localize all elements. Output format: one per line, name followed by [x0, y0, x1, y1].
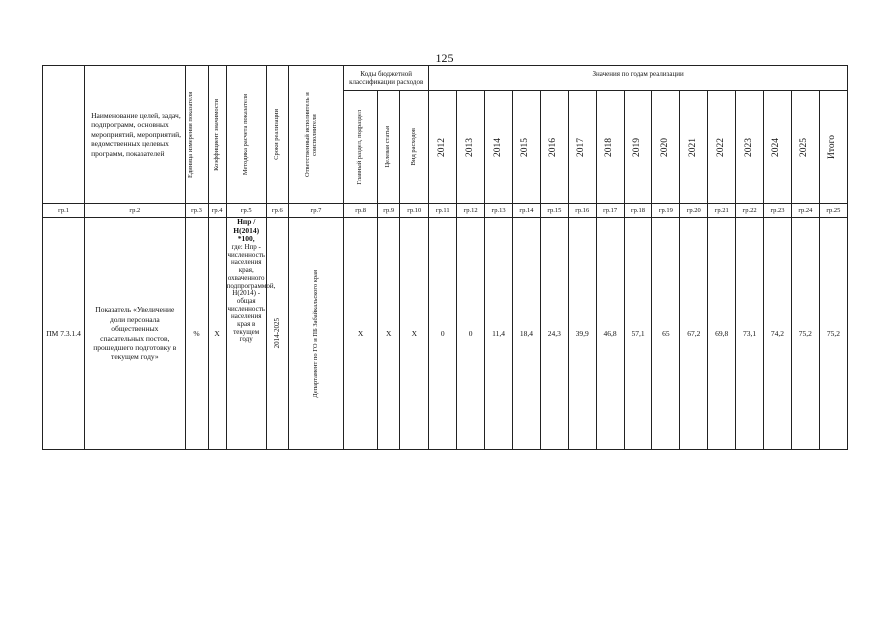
group-label: гр.13 — [485, 204, 513, 218]
value-cell: 67,2 — [680, 218, 708, 450]
method-column-header: Методика расчета показателя — [226, 66, 266, 204]
budget-article-header: Целевая статья — [378, 91, 400, 204]
row-budget-section: X — [344, 218, 378, 450]
year-header: 2013 — [457, 91, 485, 204]
row-method — [226, 217, 276, 450]
executor-column-header: Ответственный исполнитель и соисполнители — [288, 66, 343, 204]
group-label: гр.16 — [568, 204, 596, 218]
group-label: гр.10 — [400, 204, 429, 218]
indicator-table — [42, 65, 848, 450]
group-label: гр.21 — [708, 204, 736, 218]
value-cell: 75,2 — [791, 218, 819, 450]
group-label: гр.6 — [266, 204, 288, 218]
value-cell: 73,1 — [736, 218, 764, 450]
group-label: гр.14 — [513, 204, 541, 218]
group-label: гр.25 — [819, 204, 847, 218]
value-cell: 74,2 — [764, 218, 792, 450]
year-header: 2021 — [680, 91, 708, 204]
year-header: 2017 — [568, 91, 596, 204]
year-header: 2014 — [485, 91, 513, 204]
value-cell: 46,8 — [596, 218, 624, 450]
group-label: гр.1 — [43, 204, 85, 218]
group-label: гр.23 — [764, 204, 792, 218]
group-label: гр.3 — [185, 204, 208, 218]
group-label: гр.17 — [596, 204, 624, 218]
value-cell: 69,8 — [708, 218, 736, 450]
row-budget-article: X — [378, 218, 400, 450]
group-label-row — [43, 204, 848, 218]
group-label: гр.19 — [652, 204, 680, 218]
group-label: гр.11 — [429, 204, 457, 218]
value-cell: 65 — [652, 218, 680, 450]
group-label: гр.5 — [226, 204, 266, 218]
year-header: 2019 — [624, 91, 652, 204]
term-column-header: Сроки реализации — [266, 66, 288, 204]
method-description: где: Нпр - численность населения края, охваченного подпрограммой, Н(2014) - общая численность населения края в текущем году — [226, 243, 276, 344]
value-cell: 11,4 — [485, 218, 513, 450]
total-cell: 75,2 — [819, 218, 847, 450]
year-header: 2022 — [708, 91, 736, 204]
page-number: 125 — [435, 51, 454, 65]
year-header: 2020 — [652, 91, 680, 204]
value-cell: 0 — [457, 218, 485, 450]
budget-section-header: Главный раздел, подраздел — [344, 91, 378, 204]
group-label: гр.8 — [344, 204, 378, 218]
year-header: 2012 — [429, 91, 457, 204]
values-by-year-header: Значения по годам реализации — [429, 66, 848, 91]
budget-codes-header: Коды бюджетной классификации расходов — [344, 66, 429, 91]
row-term: 2014-2025 — [266, 218, 288, 450]
value-cell: 18,4 — [513, 218, 541, 450]
group-label: гр.7 — [288, 204, 343, 218]
row-unit: % — [185, 218, 208, 450]
year-header: 2025 — [791, 91, 819, 204]
code-header — [43, 66, 85, 204]
method-formula: Нпр / Н(2014) *100, — [233, 217, 260, 244]
value-cell: 57,1 — [624, 218, 652, 450]
group-label: гр.9 — [378, 204, 400, 218]
table-row — [43, 218, 848, 450]
row-code: ПМ 7.3.1.4 — [43, 218, 85, 450]
group-label: гр.15 — [540, 204, 568, 218]
year-header: 2016 — [540, 91, 568, 204]
row-executor: Департамент по ГО и ПБ Забайкальского края — [288, 218, 343, 450]
group-label: гр.18 — [624, 204, 652, 218]
year-header: 2015 — [513, 91, 541, 204]
value-cell: 0 — [429, 218, 457, 450]
group-label: гр.22 — [736, 204, 764, 218]
unit-column-header: Единица измерения показателя — [185, 66, 208, 204]
row-name: Показатель «Увеличение доли персонала общественных спасательных постов, прошедшего подготовку в текущем году» — [85, 218, 185, 450]
value-cell: 24,3 — [540, 218, 568, 450]
budget-type-header: Вид расходов — [400, 91, 429, 204]
row-budget-type: X — [400, 218, 429, 450]
year-header: 2023 — [736, 91, 764, 204]
group-label: гр.2 — [85, 204, 185, 218]
group-label: гр.20 — [680, 204, 708, 218]
row-coef: X — [208, 218, 226, 450]
group-label: гр.12 — [457, 204, 485, 218]
group-label: гр.24 — [791, 204, 819, 218]
name-column-header: Наименование целей, задач, подпрограмм, основных мероприятий, мероприятий, ведомственных целевых программ, показателей — [85, 66, 185, 204]
group-label: гр.4 — [208, 204, 226, 218]
year-header: 2024 — [764, 91, 792, 204]
year-header: 2018 — [596, 91, 624, 204]
value-cell: 39,9 — [568, 218, 596, 450]
coef-column-header: Коэффициент значимости — [208, 66, 226, 204]
total-header: Итого — [819, 91, 847, 204]
